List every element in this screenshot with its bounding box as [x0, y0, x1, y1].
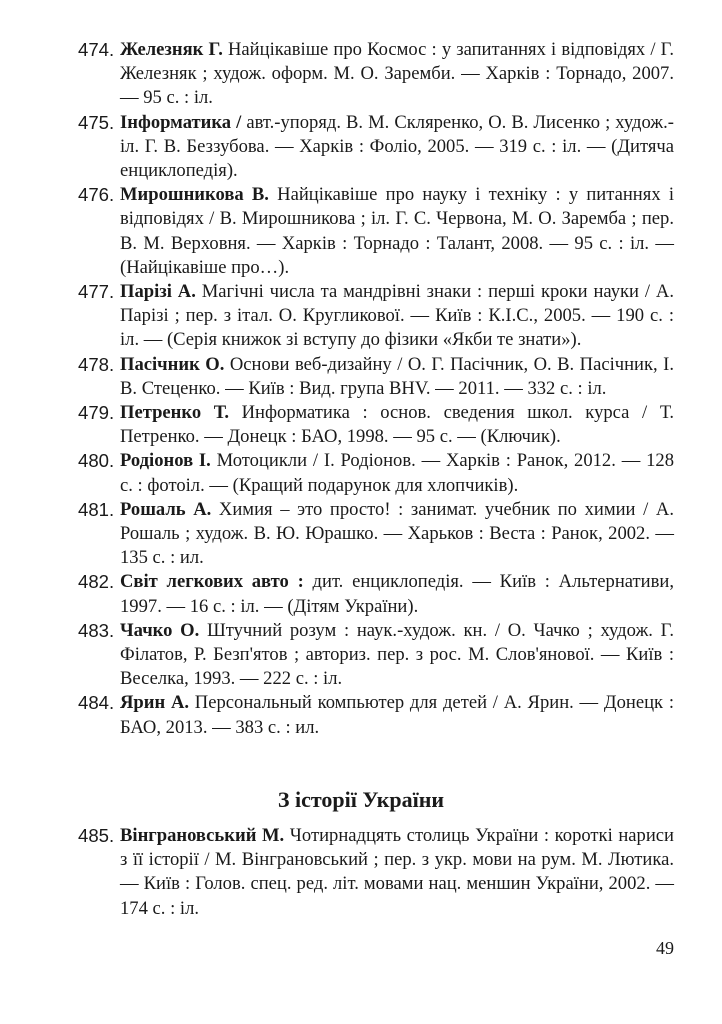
entry-text: Персональный компьютер для детей / А. Ярин. — Донецк : БАО, 2013. — 383 с. : ил. — [120, 692, 675, 738]
entry-author: Ярин А. — [120, 692, 190, 714]
entry-number: 481. — [78, 498, 115, 520]
entry-number: 474. — [78, 39, 115, 60]
entry-text: Найцікавіше про науку і техніку : у питаннях і відповідях / В. Мирошникова ; іл. Г. С. Червона, М. О. Заремба ; пер. В. М. Верховня. — Харків : Торнадо : Талант, 2008. — 95 с. : іл. — (Найцікавіше про…). — [120, 184, 674, 278]
entry-author: Світ легкових авто : — [120, 571, 304, 593]
entry-number: 483. — [78, 619, 115, 641]
bibliography-entry — [78, 691, 674, 739]
entry-text: Найцікавіше про Космос : у запитаннях і відповідях / Г. Железняк ; худож. оформ. М. О. Заремби. — Харків : Торнадо, 2007. — 95 с. : іл. — [120, 39, 674, 109]
entry-text: Мотоцикли / І. Родіонов. — Харків : Ранок, 2012. — 128 с. : фотоіл. — (Кращий подарунок для хлопчиків). — [120, 450, 674, 496]
bibliography-entry — [78, 824, 674, 921]
entry-author: Парізі А. — [120, 281, 196, 303]
bibliography-entry — [78, 280, 674, 353]
bibliography-entry — [78, 498, 674, 571]
entry-text: дит. енциклопедія. — Київ : Альтернативи, 1997. — 16 с. : іл. — (Дітям України). — [120, 571, 674, 617]
entry-author: Чачко О. — [120, 619, 200, 641]
entry-text: Магічні числа та мандрівні знаки : перші кроки науки / А. Парізі ; пер. з італ. О. Кругликової. — Київ : К.І.С., 2005. — 190 с. : іл. — (Серія книжок зі вступу до фізики «Якби те знати»). — [120, 281, 674, 351]
bibliography-list-history — [78, 824, 674, 921]
entry-text: Штучний розум : наук.-худож. кн. / О. Чачко ; худож. Г. Філатов, Р. Безп'ятов ; авториз. пер. з рос. М. Слов'янової. — Київ : Веселка, 1993. — 222 с. : іл. — [120, 619, 674, 690]
entry-author: Рошаль А. — [120, 498, 212, 520]
bibliography-entry — [78, 183, 674, 280]
bibliography-entry — [78, 353, 674, 401]
bibliography-entry — [78, 401, 674, 449]
bibliography-list — [78, 38, 674, 740]
bibliography-entry — [78, 619, 674, 692]
entry-number: 478. — [78, 353, 115, 375]
entry-text: авт.-упоряд. В. М. Скляренко, О. В. Лисенко ; худож.-іл. Г. В. Беззубова. — Харків : Фоліо, 2005. — 319 с. : іл. — (Дитяча енциклопедія). — [120, 111, 674, 182]
entry-author: Железняк Г. — [120, 39, 223, 60]
section-heading: З історії України — [277, 787, 445, 812]
entry-author: Мирошникова В. — [120, 184, 269, 206]
entry-number: 475. — [78, 111, 115, 133]
entry-number: 485. — [78, 825, 115, 846]
bibliography-entry — [78, 38, 674, 111]
bibliography-entry — [78, 111, 674, 184]
bibliography-entry — [78, 449, 674, 497]
entry-author: Вінграновський М. — [120, 825, 285, 846]
entry-number: 479. — [78, 402, 115, 424]
entry-author: Пасічник О. — [120, 353, 225, 375]
entry-number: 484. — [78, 692, 115, 714]
bibliography-entry — [78, 570, 674, 618]
entry-text: Основи веб-дизайну / О. Г. Пасічник, О. В. Пасічник, І. В. Стеценко. — Київ : Вид. група BHV. — 2011. — 332 с. : іл. — [120, 353, 674, 399]
entry-number: 480. — [78, 450, 115, 472]
entry-text: Химия – это просто! : занимат. учебник по химии / А. Рошаль ; худож. В. Ю. Юрашко. — Харьков : Веста : Ранок, 2002. — 135 с. : ил. — [120, 498, 674, 569]
entry-author: Інформатика / — [120, 111, 242, 133]
entry-author: Родіонов І. — [120, 450, 211, 472]
entry-number: 476. — [78, 184, 115, 206]
entry-author: Петренко Т. — [120, 402, 229, 424]
entry-text: Информатика : основ. сведения школ. курса / Т. Петренко. — Донецк : БАО, 1998. — 95 с. — (Ключик). — [120, 402, 674, 448]
page-number: 49 — [656, 938, 674, 958]
entry-text: Чотирнадцять столиць України : короткі нариси з її історії / М. Вінграновський ; пер. з укр. мови на рум. М. Лютика. — Київ : Голов. спец. ред. літ. мовами нац. меншин України, 2002. — 174 с. : іл. — [120, 825, 674, 919]
entry-number: 482. — [78, 571, 115, 593]
entry-number: 477. — [78, 281, 115, 303]
